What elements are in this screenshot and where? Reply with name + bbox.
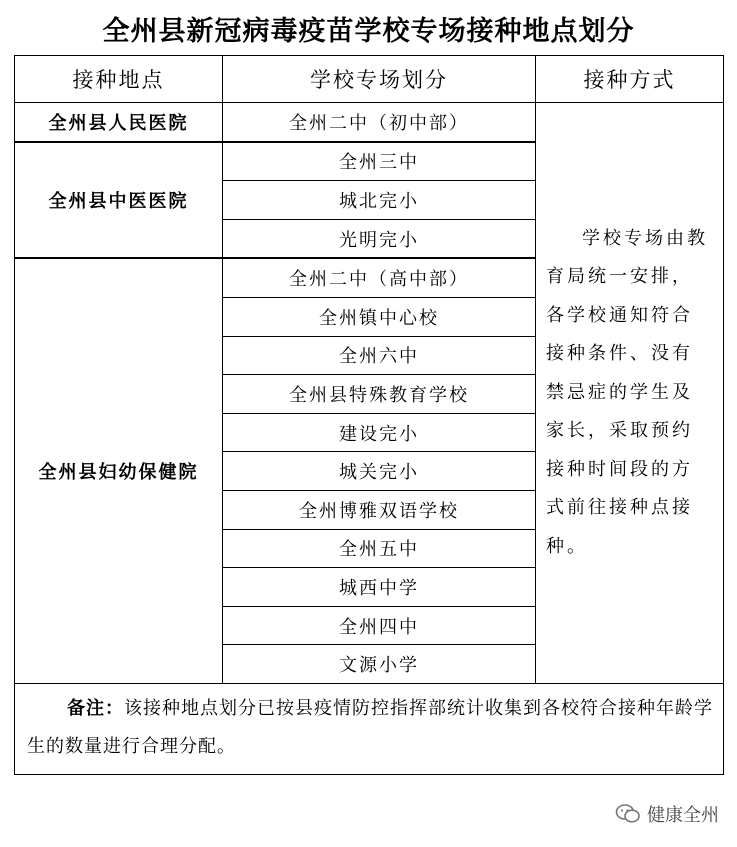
school-cell: 全州六中 — [223, 336, 536, 375]
school-cell: 全州四中 — [223, 606, 536, 645]
wechat-icon — [615, 803, 641, 825]
school-cell: 全州镇中心校 — [223, 297, 536, 336]
school-cell: 城北完小 — [223, 181, 536, 220]
method-cell — [536, 103, 724, 684]
note-cell — [15, 683, 724, 774]
note-row — [15, 683, 724, 774]
school-cell: 城西中学 — [223, 568, 536, 607]
school-cell: 城关完小 — [223, 452, 536, 491]
document-title: 全州县新冠病毒疫苗学校专场接种地点划分 — [102, 16, 635, 47]
header-row — [15, 56, 724, 103]
school-cell: 全州县特殊教育学校 — [223, 375, 536, 414]
site-cell: 全州县中医医院 — [15, 142, 223, 259]
site-cell: 全州县人民医院 — [15, 103, 223, 142]
header-site: 接种地点 — [15, 56, 223, 103]
school-cell: 全州二中（高中部） — [223, 258, 536, 297]
header-schools: 学校专场划分 — [223, 56, 536, 103]
school-cell: 光明完小 — [223, 219, 536, 258]
school-cell: 全州三中 — [223, 142, 536, 181]
vaccination-site-table — [14, 55, 724, 775]
school-cell: 全州博雅双语学校 — [223, 490, 536, 529]
method-text: 学校专场由教育局统一安排，各学校通知符合接种条件、没有禁忌症的学生及家长，采取预约接种时间段的方式前往接种点接种。 — [546, 227, 708, 557]
school-cell: 建设完小 — [223, 413, 536, 452]
site-cell: 全州县妇幼保健院 — [15, 258, 223, 683]
school-cell: 全州五中 — [223, 529, 536, 568]
note-label: 备注： — [67, 697, 124, 719]
account-name: 健康全州 — [647, 805, 719, 826]
watermark — [615, 801, 719, 827]
note-text: 该接种地点划分已按县疫情防控指挥部统计收集到各校符合接种年龄学生的数量进行合理分配。 — [27, 697, 713, 757]
school-cell: 全州二中（初中部） — [223, 103, 536, 142]
header-method: 接种方式 — [536, 56, 724, 103]
school-cell: 文源小学 — [223, 645, 536, 684]
table-row — [15, 103, 724, 142]
